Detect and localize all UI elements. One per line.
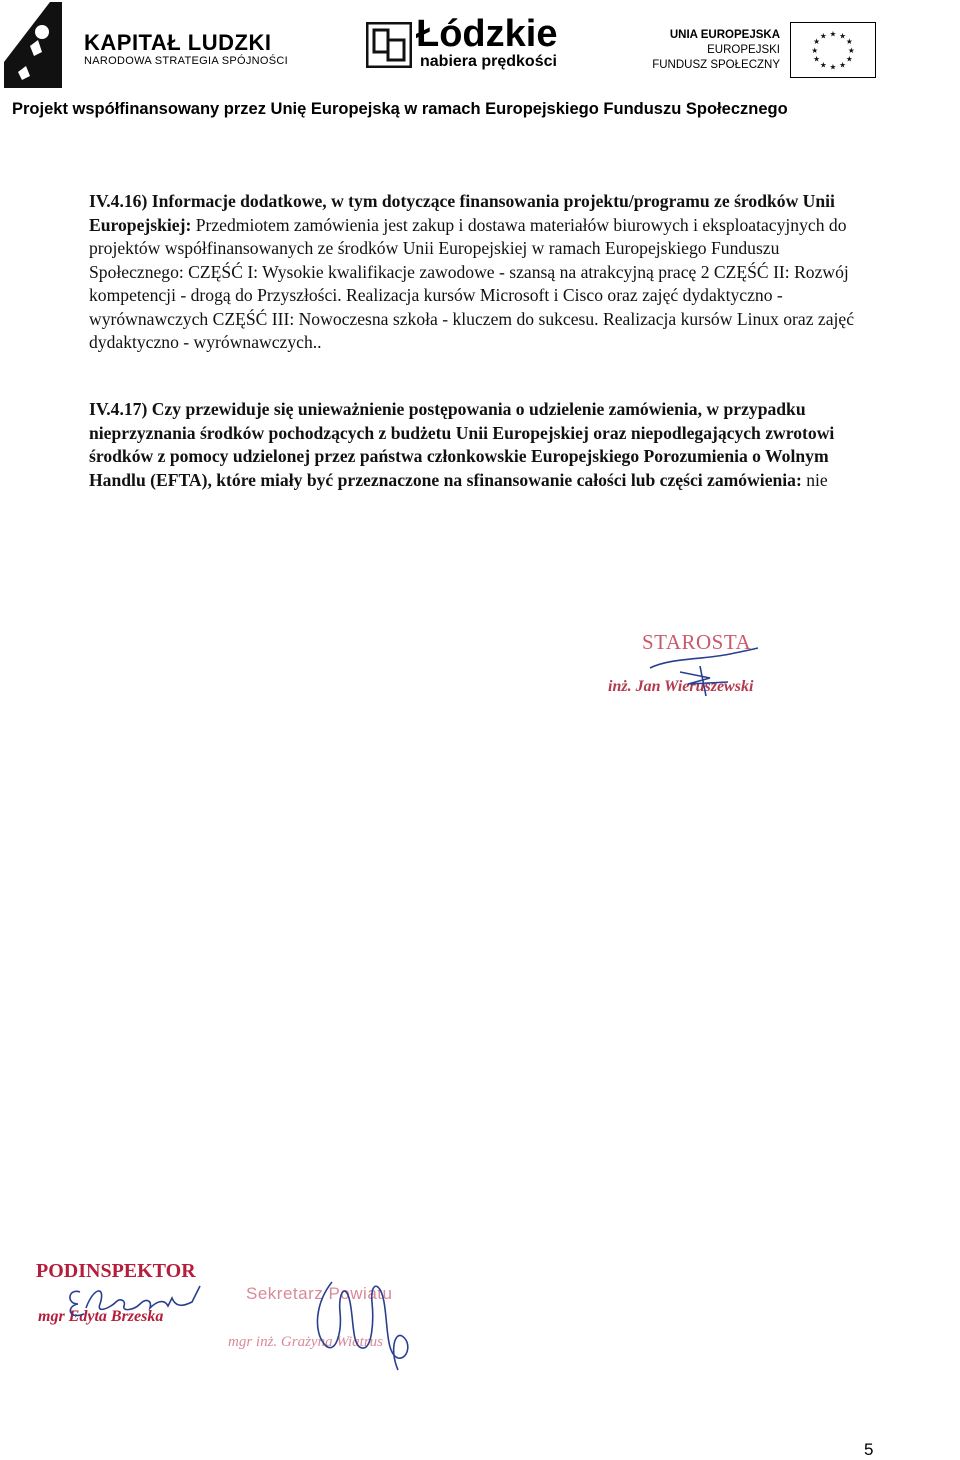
svg-text:★: ★: [819, 60, 827, 70]
svg-text:★: ★: [845, 54, 853, 64]
page-header: [0, 0, 960, 130]
section-iv-4-17: [89, 398, 869, 492]
svg-text:★: ★: [839, 31, 847, 41]
eu-flag-icon: [790, 22, 876, 78]
lodzkie-logo-icon: [366, 22, 412, 68]
svg-text:★: ★: [813, 54, 821, 64]
svg-text:★: ★: [839, 60, 847, 70]
section-iv-4-16: [89, 190, 869, 355]
svg-text:★: ★: [845, 37, 853, 47]
svg-text:★: ★: [829, 62, 837, 72]
project-cofinancing-line: Projekt współfinansowany przez Unię Europejską w ramach Europejskiego Funduszu Społecznego: [12, 100, 788, 118]
svg-text:★: ★: [829, 29, 837, 39]
podinspektor-stamp-name: mgr Edyta Brzeska: [38, 1308, 164, 1325]
podinspektor-stamp: [36, 1260, 236, 1340]
section-16-body: Przedmiotem zamówienia jest zakup i dostawa materiałów biurowych i eksploatacyjnych do projektów współfinansowanych ze środków Unii Europejskiej w ramach Europejskiego Funduszu Społecznego: CZĘŚĆ I: Wysokie kwalifikacje zawodowe - szansą na atrakcyjną pracę 2 CZĘŚĆ II: Rozwój kompetencji - drogą do Przyszłości. Realizacja kursów Microsoft i Cisco oraz zajęć dydaktyczno - wyrównawczych CZĘŚĆ III: Nowoczesna szkoła - kluczem do sukcesu. Realizacja kursów Linux oraz zajęć dydaktyczno - wyrównawczych..: [89, 214, 855, 352]
starosta-stamp: [600, 624, 800, 714]
sekretarz-stamp: [226, 1262, 466, 1382]
svg-text:★: ★: [847, 45, 855, 55]
lodzkie-subtitle: nabiera prędkości: [420, 53, 557, 70]
kapital-ludzki-subtitle: NARODOWA STRATEGIA SPÓJNOŚCI: [84, 55, 288, 67]
starosta-stamp-title: STAROSTA: [642, 630, 752, 654]
kapital-ludzki-title: KAPITAŁ LUDZKI: [84, 30, 272, 55]
sekretarz-signature: [302, 1262, 422, 1380]
section-17-heading: IV.4.17) Czy przewiduje się unieważnienie postępowania o udzielenie zamówienia, w przypadku nieprzyznania środków pochodzących z budżetu Unii Europejskiej oraz niepodlegających zwrotowi środków z pomocy udzielonej przez państwa członkowskie Europejskiego Porozumienia o Wolnym Handlu (EFTA), które miały być przeznaczone na sfinansowanie całości lub części zamówienia:: [89, 399, 835, 490]
sekretarz-stamp-title: Sekretarz Powiatu: [246, 1284, 393, 1303]
lodzkie-title: Łódzkie: [416, 13, 558, 55]
eu-title: UNIA EUROPEJSKA: [669, 29, 780, 41]
sekretarz-stamp-name: mgr inż. Grażyna Wiatrus: [228, 1334, 384, 1350]
page-number: 5: [864, 1440, 874, 1459]
svg-text:★: ★: [811, 45, 819, 55]
eu-fund-line1: EUROPEJSKI: [707, 44, 780, 56]
svg-text:★: ★: [819, 31, 827, 41]
kapital-ludzki-logo-icon: [4, 2, 62, 88]
section-16-heading: IV.4.16) Informacje dodatkowe, w tym dotyczące finansowania projektu/programu ze środków Unii Europejskiej:: [89, 191, 835, 235]
svg-text:★: ★: [813, 37, 821, 47]
podinspektor-stamp-title: PODINSPEKTOR: [36, 1260, 196, 1282]
eu-text-block: [652, 28, 780, 73]
starosta-stamp-name: inż. Jan Wieruszewski: [608, 678, 754, 695]
eu-fund-line2: FUNDUSZ SPOŁECZNY: [652, 59, 780, 71]
section-17-answer: nie: [806, 469, 828, 490]
